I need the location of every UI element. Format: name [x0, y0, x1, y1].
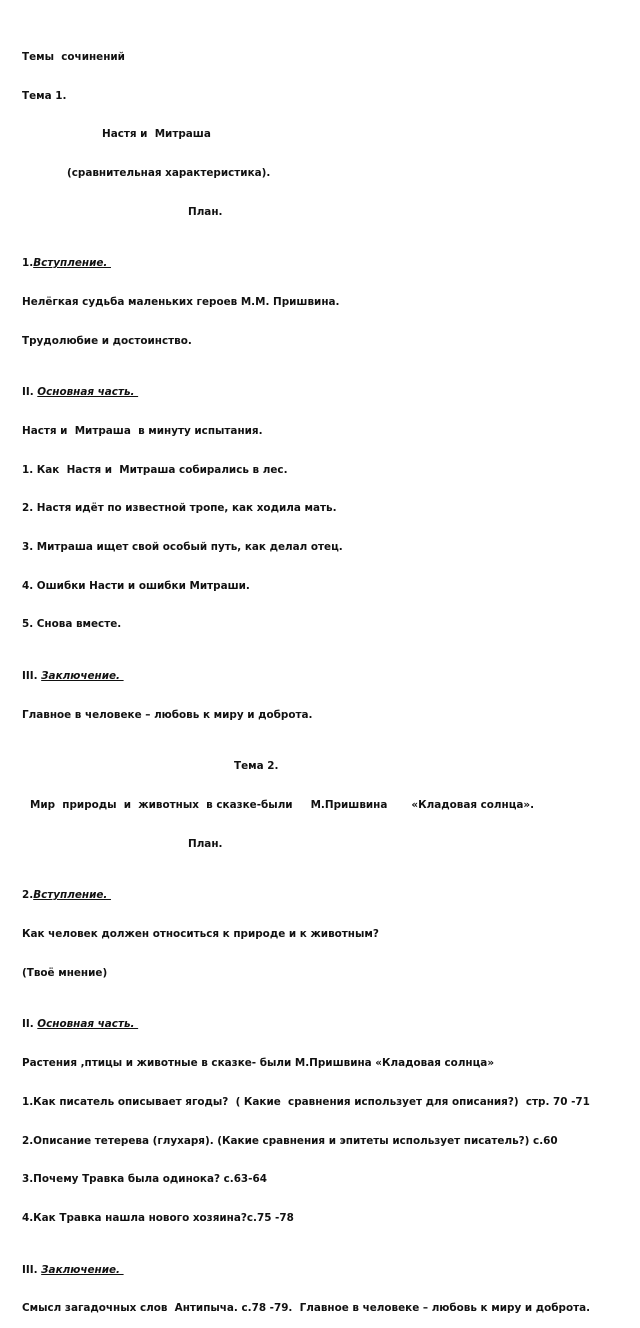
topic2-conclusion-line: Смысл загадочных слов Антипыча. с.78 -79. Главное в человеке – любовь к миру и доброта.	[22, 1302, 591, 1315]
topic2-main-number: II.	[22, 1018, 38, 1031]
topic2-main-line: 2.Описание тетерева (глухаря). (Какие сравнения и эпитеты использует писатель?) с.60	[22, 1134, 558, 1147]
topic1-subtitle: (сравнительная характеристика).	[67, 166, 271, 179]
topic2-title-author: М.Пришвина	[310, 799, 388, 812]
document-page	[22, 25, 632, 1328]
topic1-main-line: 5. Снова вместе.	[22, 618, 122, 631]
topic1-main-line: Настя и Митраша в минуту испытания.	[22, 424, 263, 437]
topic1-main-line: 4. Ошибки Насти и ошибки Митраши.	[22, 579, 250, 592]
topic1-main-line: 1. Как Настя и Митраша собирались в лес.	[22, 463, 288, 476]
topic1-conclusion-heading	[22, 670, 632, 683]
topic2-main-label: Основная часть.	[37, 1018, 139, 1031]
topic1-intro-label: Вступление.	[33, 257, 111, 270]
topic1-main-line: 2. Настя идёт по известной тропе, как ходила мать.	[22, 502, 337, 515]
topic1-title: Настя и Митраша	[102, 128, 211, 141]
topic1-main-label: Основная часть.	[37, 386, 139, 399]
topic2-plan: План.	[188, 837, 223, 850]
topic1-plan: План.	[188, 205, 223, 218]
topic1-conclusion-line: Главное в человеке – любовь к миру и доброта.	[22, 708, 313, 721]
topic1-label: Тема 1.	[22, 89, 67, 102]
topic2-conclusion-number: III.	[22, 1263, 42, 1276]
topic2-title-work: «Кладовая солнца».	[411, 799, 535, 812]
topic2-intro-line: (Твоё мнение)	[22, 966, 108, 979]
topic2-title	[22, 799, 632, 812]
topic1-conclusion-label: Заключение.	[41, 670, 124, 683]
topic1-main-number: II.	[22, 386, 38, 399]
topic2-intro-line: Как человек должен относиться к природе и к животным?	[22, 928, 379, 941]
topic1-main-heading	[22, 386, 632, 399]
topic2-title-part: Мир природы и животных в сказке-были	[30, 799, 293, 812]
topic2-conclusion-heading	[22, 1264, 632, 1277]
topic1-main-line: 3. Митраша ищет свой особый путь, как делал отец.	[22, 541, 343, 554]
topic2-main-line: 1.Как писатель описывает ягоды? ( Какие сравнения использует для описания?) стр. 70 -71	[22, 1095, 590, 1108]
topic2-main-heading	[22, 1018, 632, 1031]
topic2-label: Тема 2.	[234, 760, 279, 773]
topic2-intro-heading	[22, 889, 632, 902]
topic1-intro-line: Трудолюбие и достоинство.	[22, 334, 192, 347]
topic2-intro-label: Вступление.	[33, 889, 111, 902]
topic2-main-line: Растения ,птицы и животные в сказке- были М.Пришвина «Кладовая солнца»	[22, 1057, 495, 1070]
topic2-intro-number: 2.	[22, 889, 34, 902]
topic2-conclusion-label: Заключение.	[41, 1263, 124, 1276]
topic2-main-line: 4.Как Травка нашла нового хозяина?с.75 -78	[22, 1211, 294, 1224]
document-heading: Темы сочинений	[22, 50, 125, 63]
topic2-main-line: 3.Почему Травка была одинока? с.63-64	[22, 1173, 267, 1186]
topic1-intro-heading	[22, 257, 632, 270]
topic1-intro-line: Нелёгкая судьба маленьких героев М.М. Пришвина.	[22, 295, 340, 308]
topic1-intro-number: 1.	[22, 257, 34, 270]
topic1-conclusion-number: III.	[22, 670, 42, 683]
